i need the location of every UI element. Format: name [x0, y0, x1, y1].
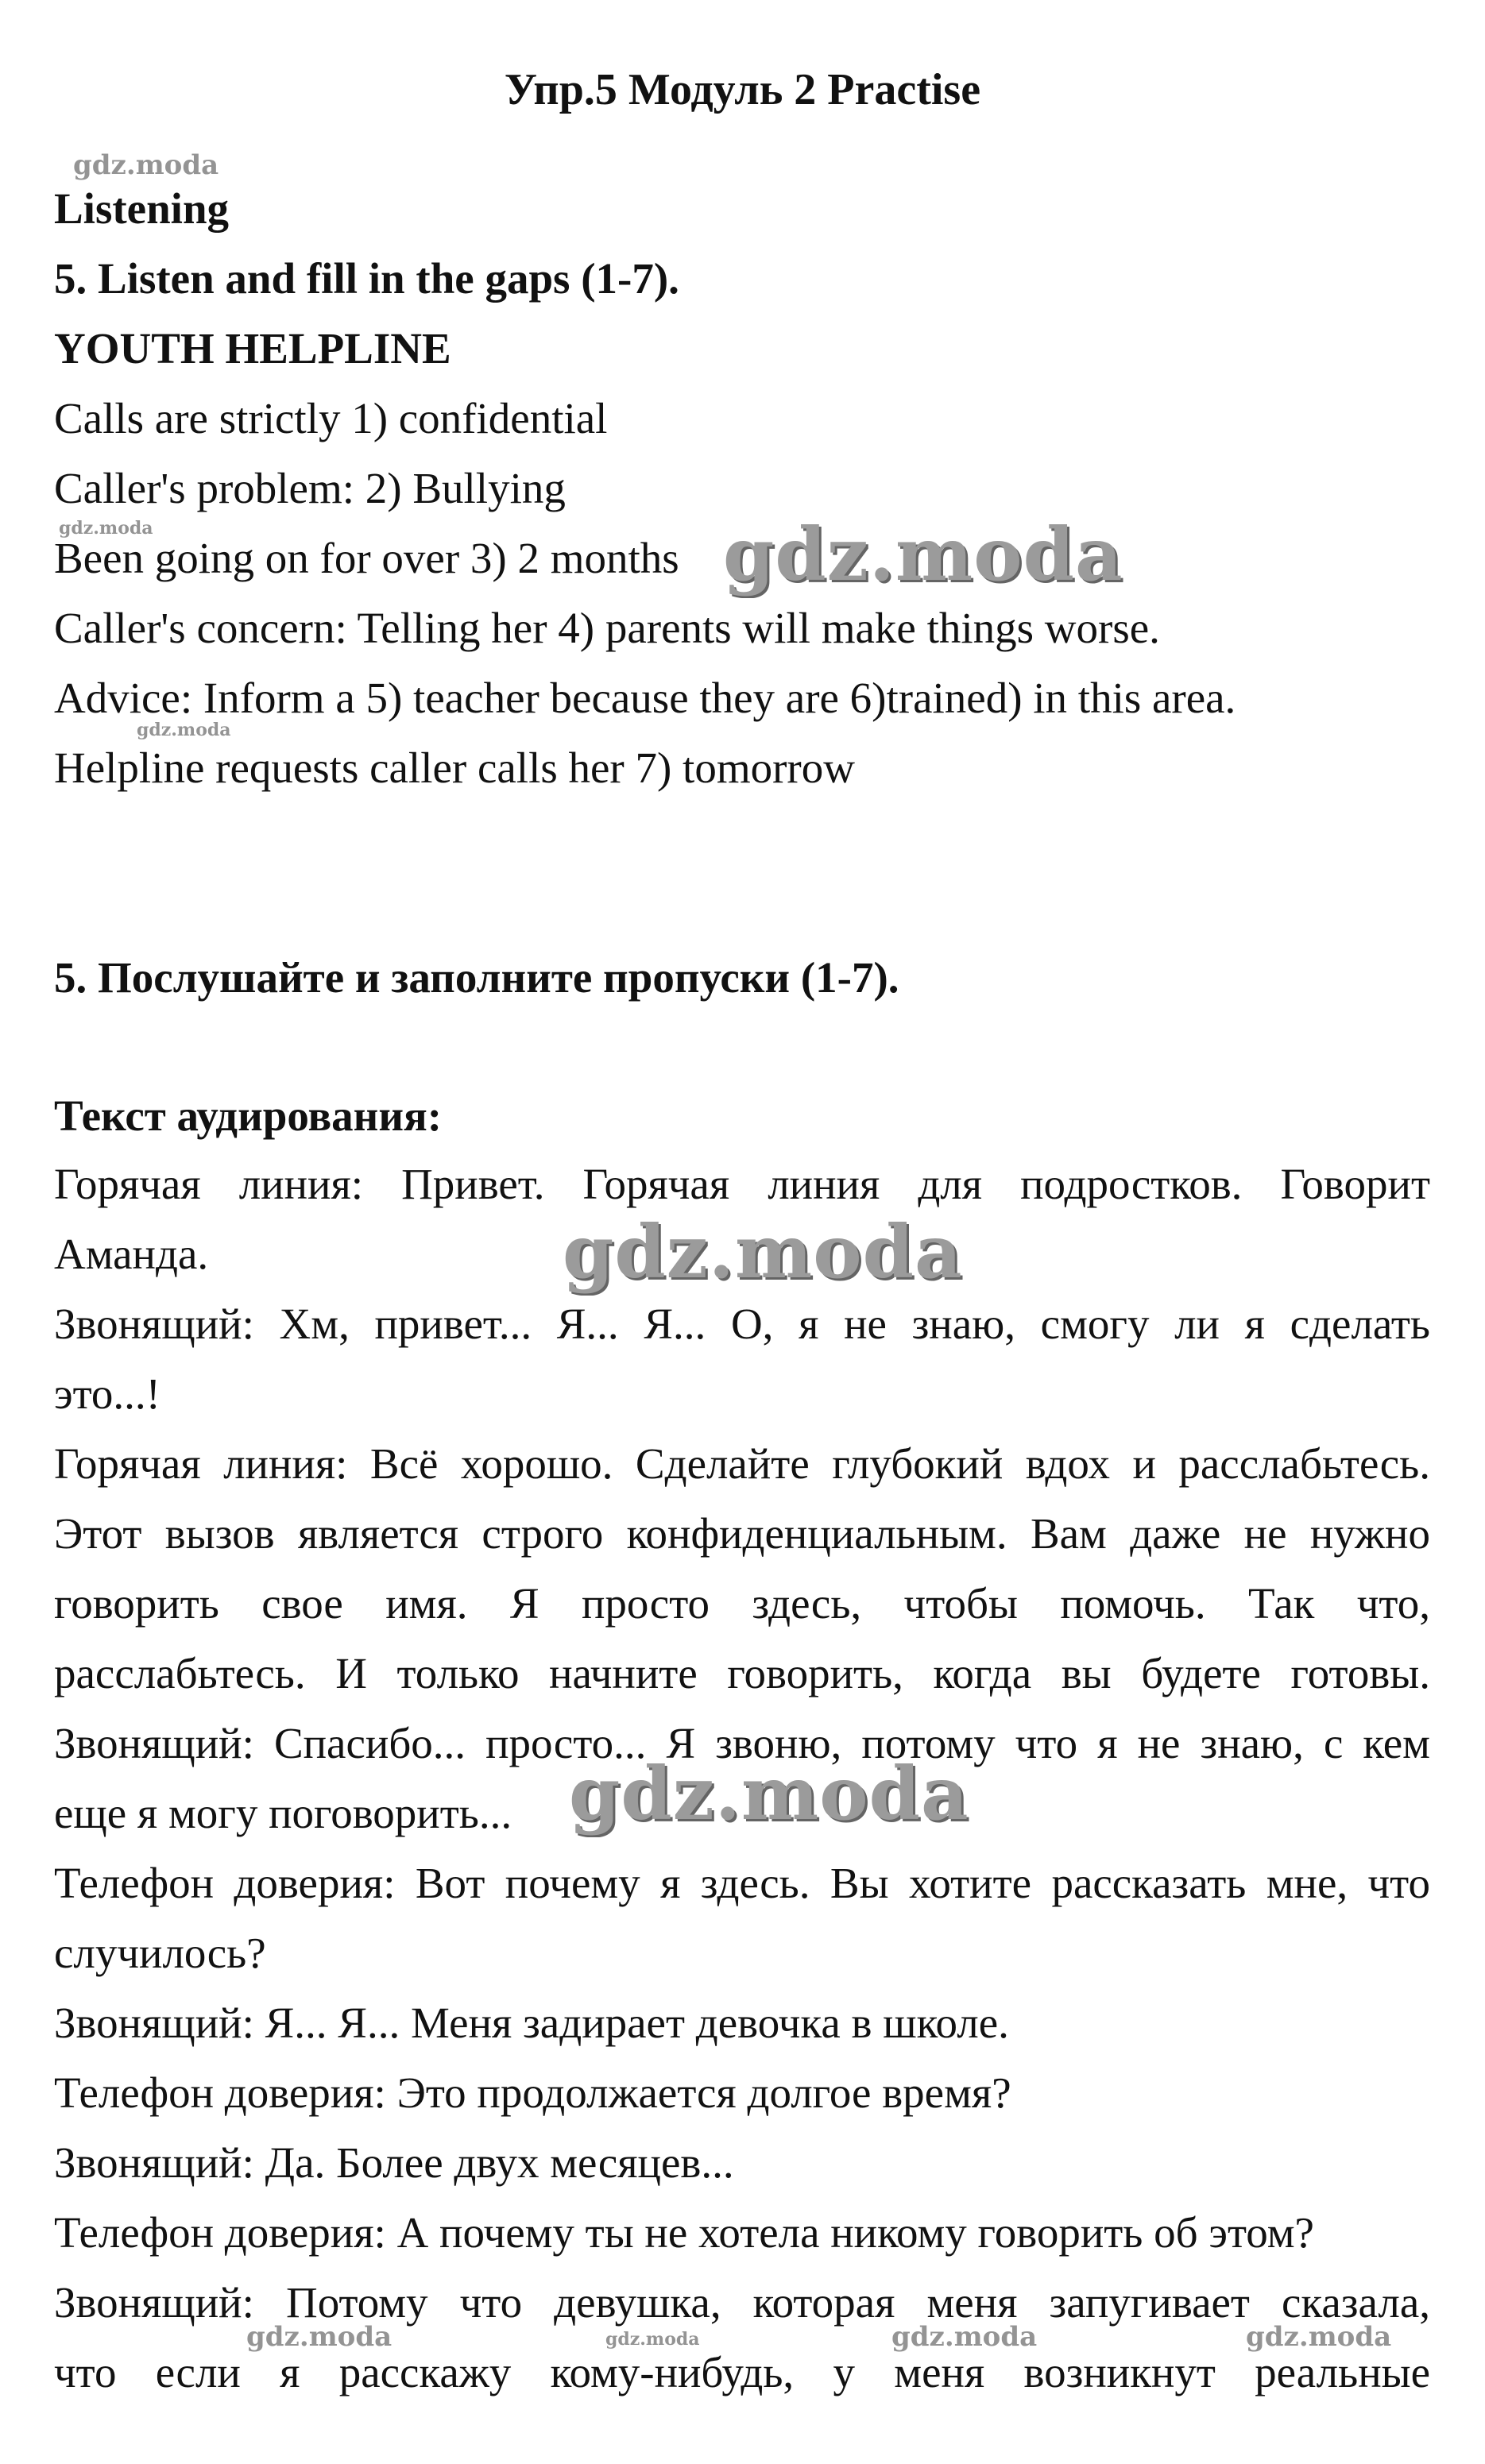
- transcript-line: говорить свое имя. Я просто здесь, чтобы помочь. Так что,: [54, 1579, 1430, 1628]
- transcript-line: Горячая линия: Всё хорошо. Сделайте глубокий вдох и расслабьтесь.: [54, 1439, 1430, 1488]
- transcript-line: это...!: [54, 1369, 160, 1418]
- watermark: gdz.moda: [563, 1209, 963, 1295]
- watermark: gdz.moda: [569, 1751, 969, 1836]
- watermark: gdz.moda: [73, 149, 219, 181]
- answer-line-2: Caller's problem: 2) Bullying: [54, 464, 566, 512]
- task-title-english: 5. Listen and fill in the gaps (1-7).: [54, 254, 679, 303]
- page-title: Упр.5 Модуль 2 Practise: [504, 65, 981, 114]
- answer-line-3: Been going on for over 3) 2 months: [54, 534, 679, 582]
- watermark: gdz.moda: [59, 518, 153, 539]
- transcript-line: случилось?: [54, 1929, 266, 1977]
- transcript-line: Этот вызов является строго конфиденциальным. Вам даже не нужно: [54, 1509, 1430, 1558]
- transcript-line: что если я расскажу кому-нибудь, у меня возникнут реальные: [54, 2348, 1430, 2396]
- section-heading-listening: Listening: [54, 184, 230, 233]
- transcript-line: Звонящий: Хм, привет... Я... Я... О, я не знаю, смогу ли я сделать: [54, 1300, 1430, 1348]
- transcript-line: расслабьтесь. И только начните говорить, когда вы будете готовы.: [54, 1649, 1430, 1697]
- transcript-heading: Текст аудирования:: [54, 1091, 443, 1140]
- answer-line-6: Helpline requests caller calls her 7) tomorrow: [54, 743, 855, 792]
- transcript-line: Звонящий: Потому что девушка, которая меня запугивает сказала,: [54, 2278, 1430, 2327]
- answer-line-4: Caller's concern: Telling her 4) parents will make things worse.: [54, 604, 1160, 652]
- transcript-line: Телефон доверия: А почему ты не хотела никому говорить об этом?: [54, 2208, 1314, 2257]
- transcript-line: Звонящий: Я... Я... Меня задирает девочка в школе.: [54, 1999, 1009, 2047]
- watermark: gdz.moda: [723, 512, 1123, 597]
- transcript-line: Телефон доверия: Это продолжается долгое время?: [54, 2068, 1011, 2117]
- helpline-heading: YOUTH HELPLINE: [54, 324, 451, 373]
- watermark: gdz.moda: [1246, 2321, 1392, 2353]
- transcript-line: Звонящий: Спасибо... просто... Я звоню, потому что я не знаю, с кем: [54, 1719, 1430, 1767]
- watermark: gdz.moda: [605, 2329, 700, 2350]
- watermark: gdz.moda: [246, 2321, 393, 2353]
- transcript-line: Звонящий: Да. Более двух месяцев...: [54, 2138, 734, 2187]
- transcript-line: еще я могу поговорить...: [54, 1789, 512, 1837]
- transcript-line: Горячая линия: Привет. Горячая линия для подростков. Говорит: [54, 1160, 1430, 1208]
- answer-line-5: Advice: Inform a 5) teacher because they are 6)trained) in this area.: [54, 674, 1236, 722]
- watermark: gdz.moda: [891, 2321, 1038, 2353]
- task-title-russian: 5. Послушайте и заполните пропуски (1-7).: [54, 953, 899, 1002]
- watermark: gdz.moda: [137, 720, 231, 740]
- transcript-line: Аманда.: [54, 1230, 209, 1278]
- answer-line-1: Calls are strictly 1) confidential: [54, 394, 608, 442]
- transcript-line: Телефон доверия: Вот почему я здесь. Вы хотите рассказать мне, что: [54, 1859, 1430, 1907]
